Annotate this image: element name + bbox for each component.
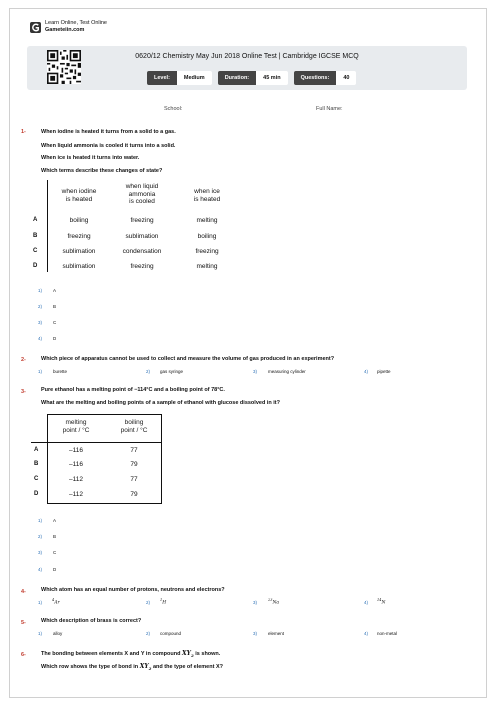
question-text: Which terms describe these changes of state?: [41, 168, 163, 174]
question-text: What are the melting and boiling points of a sample of ethanol with glucose dissolved in it?: [41, 400, 280, 406]
row-label: A: [33, 217, 38, 223]
table-cell: 77: [130, 447, 138, 454]
question-text: When iodine is heated it turns from a solid to a gas.: [41, 129, 176, 135]
isotope-mass: 1: [160, 598, 163, 602]
question-text-part: Which row shows the type of bond in: [41, 664, 139, 670]
option-number[interactable]: 2): [146, 631, 151, 636]
test-title: 0620/12 Chemistry May Jun 2018 Online Test | Cambridge IGCSE MCQ: [135, 53, 359, 60]
option-text[interactable]: element: [268, 631, 285, 636]
option-number[interactable]: 2): [38, 304, 43, 309]
option-text[interactable]: C: [53, 550, 57, 555]
option-number[interactable]: 4): [38, 567, 43, 572]
duration-value: 45 min: [256, 71, 287, 85]
table-cell: sublimation: [62, 263, 96, 270]
question-text: Which description of brass is correct?: [41, 618, 142, 624]
brand-tagline: Learn Online, Test Online: [45, 20, 107, 26]
option-number[interactable]: 1): [38, 631, 43, 636]
row-label: A: [34, 447, 39, 453]
questions-pill: [294, 71, 357, 85]
table-cell: 79: [130, 461, 138, 468]
option-text[interactable]: alloy: [53, 631, 63, 636]
option-text[interactable]: C: [53, 320, 57, 325]
question-number: 2-: [21, 357, 26, 363]
duration-label: Duration:: [218, 71, 256, 85]
row-label: D: [34, 491, 39, 497]
q3-table: [31, 414, 162, 504]
table-header: when ice is heated: [193, 188, 221, 203]
question-number: 1-: [21, 129, 26, 135]
formula-subscript: 2: [190, 653, 194, 659]
table-cell: –112: [69, 491, 83, 498]
row-label: B: [34, 461, 39, 467]
question-text: [41, 650, 220, 658]
question-text: When ice is heated it turns into water.: [41, 155, 140, 161]
brand-site: Gameteiin.com: [45, 27, 85, 33]
question-text-part: The bonding between elements X and Y in compound: [41, 651, 181, 657]
formula-symbol: XY: [139, 663, 149, 670]
table-cell: freezing: [130, 263, 154, 270]
formula: [182, 650, 194, 657]
level-label: Level:: [147, 71, 177, 85]
table-header: boiling point / °C: [120, 419, 148, 434]
option-number[interactable]: 1): [38, 369, 43, 374]
question-number: 5-: [21, 620, 26, 626]
table-cell: 79: [130, 491, 138, 498]
brand[interactable]: [30, 20, 107, 34]
table-cell: melting: [196, 263, 218, 270]
table-border: [47, 503, 162, 504]
table-cell: boiling: [197, 233, 217, 240]
isotope-mass: 23: [268, 598, 273, 602]
option-text[interactable]: gas syringe: [160, 369, 184, 374]
option-number[interactable]: 1): [38, 288, 43, 293]
duration-pill: [218, 71, 288, 85]
option-number[interactable]: 2): [38, 534, 43, 539]
option-number[interactable]: 3): [253, 369, 258, 374]
option-isotope[interactable]: [377, 598, 385, 606]
isotope-mass: 4: [52, 598, 55, 602]
option-number[interactable]: 1): [38, 518, 43, 523]
option-text[interactable]: D: [53, 567, 57, 572]
isotope-symbol: Ar: [54, 600, 60, 606]
table-border: [31, 442, 162, 443]
option-text[interactable]: burette: [53, 369, 68, 374]
table-cell: boiling: [69, 217, 89, 224]
option-number[interactable]: 4): [364, 369, 369, 374]
table-header: when liquid ammonia is cooled: [125, 183, 159, 205]
questions-label: Questions:: [294, 71, 337, 85]
isotope-symbol: H: [162, 600, 167, 606]
table-cell: condensation: [122, 248, 162, 255]
formula: [140, 663, 152, 670]
question-text: Which piece of apparatus cannot be used to collect and measure the volume of gas produced in an experiment?: [41, 356, 335, 362]
option-number[interactable]: 2): [146, 369, 151, 374]
isotope-symbol: Na: [272, 600, 280, 606]
table-header: when iodine is heated: [61, 188, 97, 203]
option-text[interactable]: compound: [160, 631, 182, 636]
option-text[interactable]: non-metal: [377, 631, 398, 636]
option-text[interactable]: D: [53, 336, 57, 341]
table-cell: sublimation: [125, 233, 159, 240]
isotope-mass: 14: [377, 598, 382, 602]
row-label: C: [34, 476, 39, 482]
table-border: [161, 414, 162, 504]
formula-symbol: XY: [181, 650, 191, 657]
option-text[interactable]: A: [53, 518, 57, 523]
table-cell: –116: [69, 447, 83, 454]
question-text: Pure ethanol has a melting point of −114°C and a boiling point of 78°C.: [41, 387, 225, 393]
table-cell: melting: [196, 217, 218, 224]
table-cell: freezing: [67, 233, 91, 240]
option-number[interactable]: 3): [38, 320, 43, 325]
table-cell: –116: [69, 461, 83, 468]
full-name-field[interactable]: Full Name:: [316, 106, 343, 112]
question-text: [41, 663, 223, 671]
option-number[interactable]: 1): [38, 600, 43, 605]
option-number[interactable]: 3): [38, 550, 43, 555]
brand-logo-icon: [30, 22, 41, 33]
row-label: D: [33, 263, 38, 269]
option-isotope[interactable]: [268, 598, 279, 606]
table-border: [47, 414, 48, 504]
question-number: 3-: [21, 389, 26, 395]
option-isotope[interactable]: [52, 598, 60, 606]
table-cell: freezing: [130, 217, 154, 224]
level-pill: [147, 71, 212, 85]
option-number[interactable]: 3): [253, 600, 258, 605]
option-number[interactable]: 2): [146, 600, 151, 605]
option-number[interactable]: 4): [38, 336, 43, 341]
page-frame: [9, 8, 487, 698]
questions-value: 40: [336, 71, 356, 85]
table-header: melting point / °C: [62, 419, 90, 434]
option-text[interactable]: B: [53, 304, 57, 309]
table-divider: [47, 180, 48, 272]
option-isotope[interactable]: [160, 598, 166, 606]
table-cell: –112: [69, 476, 83, 483]
isotope-symbol: N: [381, 600, 386, 606]
option-text[interactable]: pipette: [377, 369, 391, 374]
question-text: When liquid ammonia is cooled it turns into a solid.: [41, 143, 176, 149]
question-number: 4-: [21, 589, 26, 595]
question-text: Which atom has an equal number of protons, neutrons and electrons?: [41, 587, 225, 593]
school-field[interactable]: School:: [164, 106, 183, 112]
option-text[interactable]: A: [53, 288, 57, 293]
option-number[interactable]: 4): [364, 631, 369, 636]
table-cell: sublimation: [62, 248, 96, 255]
formula-subscript: 2: [148, 666, 152, 672]
table-border: [47, 414, 162, 415]
option-text[interactable]: measuring cylinder: [268, 369, 306, 374]
option-number[interactable]: 3): [253, 631, 258, 636]
test-header: [27, 46, 467, 90]
table-cell: 77: [130, 476, 138, 483]
question-text-part: and the type of element X?: [152, 664, 223, 670]
option-text[interactable]: B: [53, 534, 57, 539]
row-label: B: [33, 233, 38, 239]
question-text-part: is shown.: [195, 651, 221, 657]
question-number: 6-: [21, 652, 26, 658]
level-value: Medium: [177, 71, 212, 85]
row-label: C: [33, 248, 38, 254]
option-number[interactable]: 4): [364, 600, 369, 605]
table-cell: freezing: [195, 248, 219, 255]
